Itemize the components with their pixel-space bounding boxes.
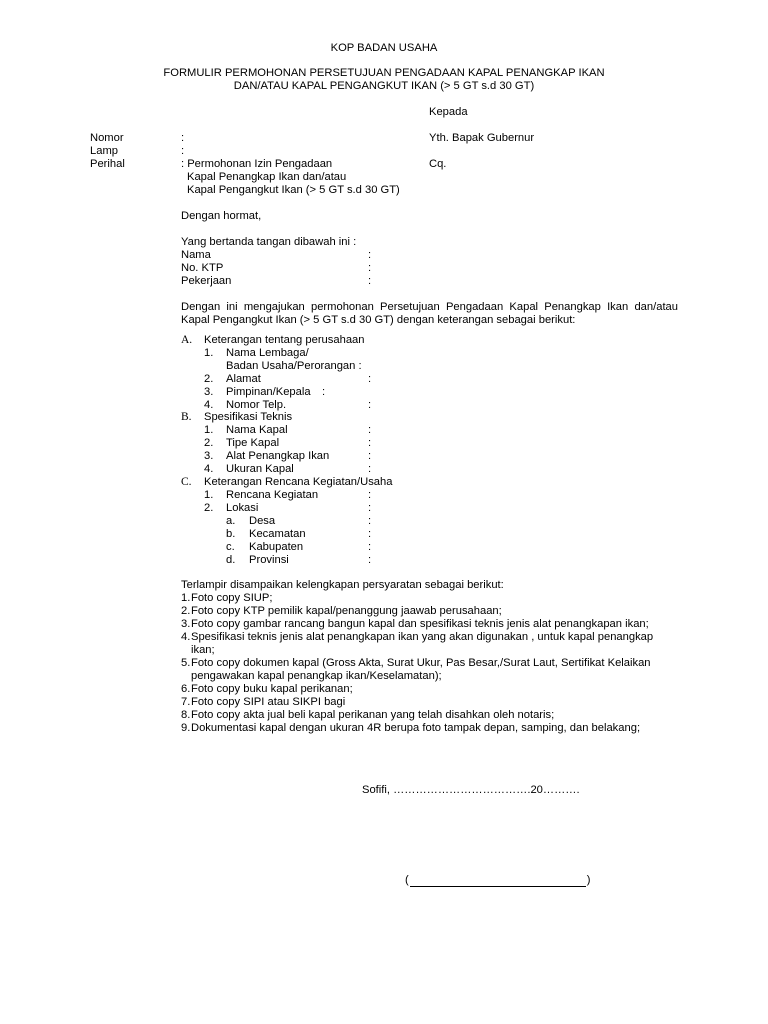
signatory-pekerjaan-colon: : <box>368 275 372 287</box>
section-a-item4-colon: : <box>368 399 372 411</box>
attachment-2-num: 2. <box>181 605 191 617</box>
attachments-intro: Terlampir disampaikan kelengkapan persyaratan sebagai berikut: <box>181 579 504 591</box>
attachment-6-text: Foto copy buku kapal perikanan; <box>191 683 353 695</box>
attachment-9-num: 9. <box>181 722 191 734</box>
attachment-4-text: Spesifikasi teknis jenis alat penangkapan ikan yang akan digunakan , untuk kapal penangkap ikan; <box>191 631 654 656</box>
section-b-item1-num: 1. <box>204 424 214 436</box>
section-b-item2-num: 2. <box>204 437 214 449</box>
section-c-item1-colon: : <box>368 489 372 501</box>
recipient-kepada: Kepada <box>429 106 468 118</box>
section-a-item2: Alamat <box>226 373 261 385</box>
section-c-sub-d-letter: d. <box>226 554 236 566</box>
signature-open-paren: ( <box>405 874 409 886</box>
section-b-item4: Ukuran Kapal <box>226 463 294 475</box>
section-c-item2: Lokasi <box>226 502 259 514</box>
signature-blank <box>410 875 586 887</box>
section-b-item3-colon: : <box>368 450 372 462</box>
section-c-sub-d-colon: : <box>368 554 372 566</box>
section-a-item4-num: 4. <box>204 399 214 411</box>
section-a-item3-num: 3. <box>204 386 214 398</box>
signatory-ktp-label: No. KTP <box>181 262 224 274</box>
attachment-2-text: Foto copy KTP pemilik kapal/penanggung jaawab perusahaan; <box>191 605 502 617</box>
kop-badan-usaha: KOP BADAN USAHA <box>330 42 438 54</box>
section-c-sub-a: Desa <box>249 515 276 527</box>
attachment-5-text: Foto copy dokumen kapal (Gross Akta, Surat Ukur, Pas Besar,/Surat Laut, Sertifikat Kelaikan pengawakan kapal penangkap ikan/Keselamatan); <box>191 657 651 682</box>
section-c-sub-b-letter: b. <box>226 528 236 540</box>
attachment-3-num: 3. <box>181 618 191 630</box>
recipient-cq: Cq. <box>429 158 447 170</box>
attachment-8-num: 8. <box>181 709 191 721</box>
section-b-item2-colon: : <box>368 437 372 449</box>
attachment-8-text: Foto copy akta jual beli kapal perikanan yang telah disahkan oleh notaris; <box>191 709 555 721</box>
request-paragraph: Dengan ini mengajukan permohonan Persetujuan Pengadaan Kapal Penangkap Ikan dan/atau Kapal Pengangkut Ikan (> 5 GT s.d 30 GT) dengan keterangan sebagai berikut: <box>181 301 678 326</box>
section-c-item1-num: 1. <box>204 489 214 501</box>
nomor-colon: : <box>181 132 185 144</box>
form-title-line1: FORMULIR PERMOHONAN PERSETUJUAN PENGADAAN KAPAL PENANGKAP IKAN <box>163 67 605 79</box>
lamp-label: Lamp <box>90 145 118 157</box>
section-c-sub-c-letter: c. <box>226 541 235 553</box>
perihal-line3: Kapal Pengangkut Ikan (> 5 GT s.d 30 GT) <box>187 184 400 196</box>
lamp-colon: : <box>181 145 185 157</box>
section-c-item2-colon: : <box>368 502 372 514</box>
section-b-item3: Alat Penangkap Ikan <box>226 450 330 462</box>
section-c-sub-c: Kabupaten <box>249 541 304 553</box>
signatory-ktp-colon: : <box>368 262 372 274</box>
form-title-line2: DAN/ATAU KAPAL PENGANGKUT IKAN (> 5 GT s.d 30 GT) <box>233 80 535 92</box>
section-c-letter: C. <box>181 476 192 488</box>
place-date: Sofifi, ……………………………….20………. <box>362 784 580 796</box>
section-c-sub-a-letter: a. <box>226 515 236 527</box>
signature-name-line <box>405 874 590 887</box>
section-a-item1-line1: Nama Lembaga/ <box>226 347 309 359</box>
section-c-sub-b: Kecamatan <box>249 528 306 540</box>
signatory-intro: Yang bertanda tangan dibawah ini : <box>181 236 357 248</box>
section-b-item4-colon: : <box>368 463 372 475</box>
recipient-yth: Yth. Bapak Gubernur <box>429 132 535 144</box>
attachment-1-num: 1. <box>181 592 191 604</box>
attachment-4-num: 4. <box>181 631 191 643</box>
section-c-sub-c-colon: : <box>368 541 372 553</box>
attachment-3-text: Foto copy gambar rancang bangun kapal dan spesifikasi teknis jenis alat penangkapan ikan; <box>191 618 649 630</box>
attachment-9-text: Dokumentasi kapal dengan ukuran 4R berupa foto tampak depan, samping, dan belakang; <box>191 722 641 734</box>
attachment-7-num: 7. <box>181 696 191 708</box>
attachment-6-num: 6. <box>181 683 191 695</box>
signature-close-paren: ) <box>586 874 591 886</box>
section-b-item2: Tipe Kapal <box>226 437 280 449</box>
section-a-item4: Nomor Telp. <box>226 399 287 411</box>
section-c-title: Keterangan Rencana Kegiatan/Usaha <box>204 476 393 488</box>
perihal-label: Perihal <box>90 158 125 170</box>
section-c-sub-b-colon: : <box>368 528 372 540</box>
attachment-1-text: Foto copy SIUP; <box>191 592 273 604</box>
section-c-item2-num: 2. <box>204 502 214 514</box>
section-a-letter: A. <box>181 334 193 346</box>
section-b-item4-num: 4. <box>204 463 214 475</box>
nomor-label: Nomor <box>90 132 124 144</box>
section-b-item1: Nama Kapal <box>226 424 288 436</box>
section-b-letter: B. <box>181 411 192 423</box>
section-a-item2-num: 2. <box>204 373 214 385</box>
section-a-item3: Pimpinan/Kepala <box>226 386 311 398</box>
section-b-title: Spesifikasi Teknis <box>204 411 293 423</box>
attachment-5-num: 5. <box>181 657 191 669</box>
section-a-title: Keterangan tentang perusahaan <box>204 334 365 346</box>
signatory-nama-label: Nama <box>181 249 211 261</box>
section-a-item1-num: 1. <box>204 347 214 359</box>
section-c-sub-d: Provinsi <box>249 554 289 566</box>
section-a-item3-colon: : <box>322 386 326 398</box>
section-c-item1: Rencana Kegiatan <box>226 489 319 501</box>
signatory-nama-colon: : <box>368 249 372 261</box>
section-b-item1-colon: : <box>368 424 372 436</box>
section-a-item2-colon: : <box>368 373 372 385</box>
perihal-line2: Kapal Penangkap Ikan dan/atau <box>187 171 347 183</box>
perihal-line1: : Permohonan Izin Pengadaan <box>181 158 333 170</box>
attachment-7-text: Foto copy SIPI atau SIKPI bagi <box>191 696 346 708</box>
greeting: Dengan hormat, <box>181 210 262 222</box>
signatory-pekerjaan-label: Pekerjaan <box>181 275 232 287</box>
section-b-item3-num: 3. <box>204 450 214 462</box>
section-a-item1-line2: Badan Usaha/Perorangan : <box>226 360 362 372</box>
section-c-sub-a-colon: : <box>368 515 372 527</box>
